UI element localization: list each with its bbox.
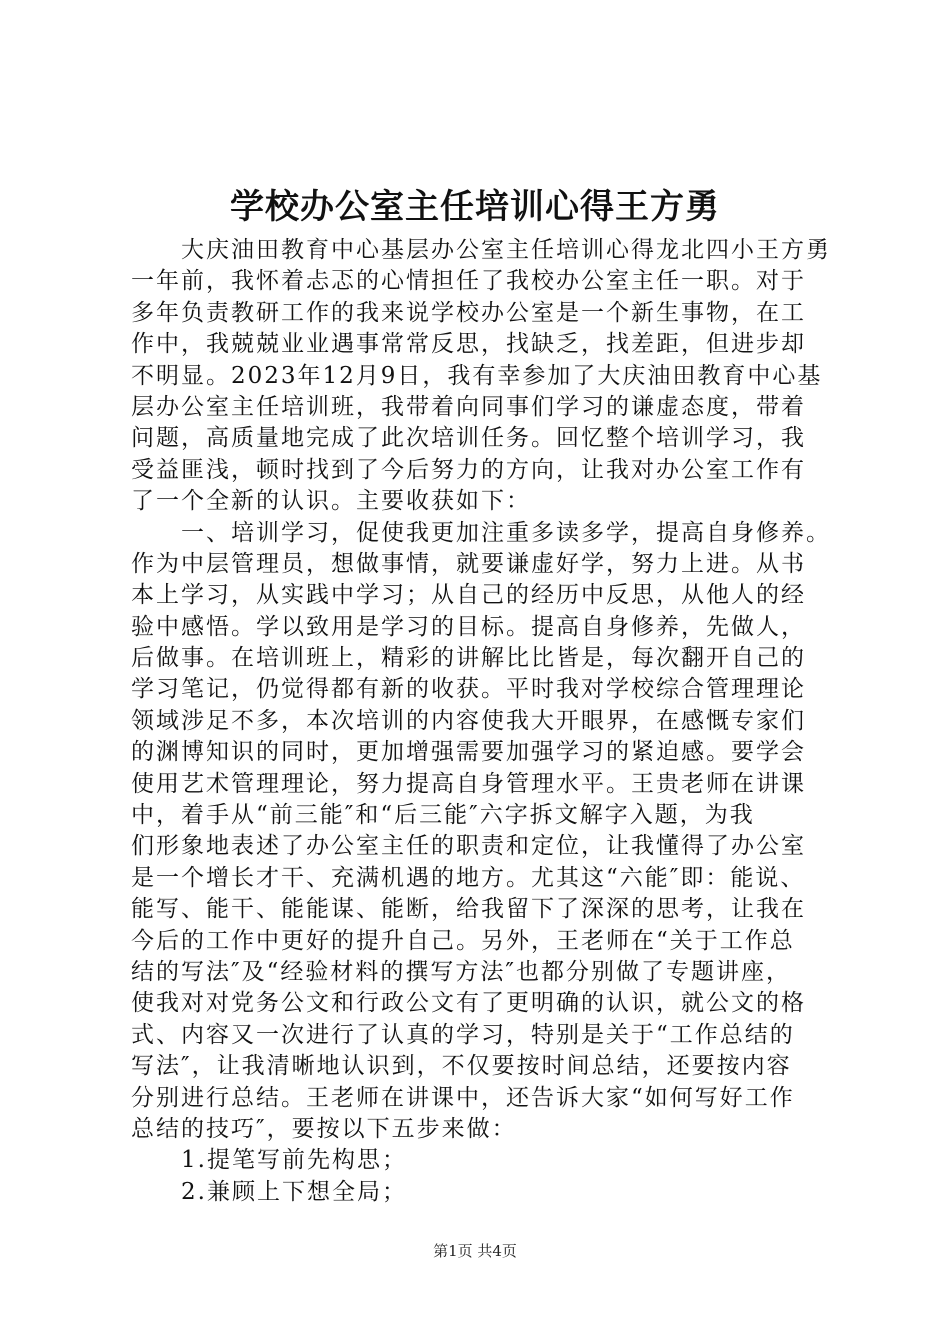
- paragraph-line: 大庆油田教育中心基层办公室主任培训心得龙北四小王方勇: [181, 237, 831, 263]
- paragraph-line: 作中，我兢兢业业遇事常常反思，找缺乏，找差距，但进步却: [131, 331, 806, 358]
- paragraph-line: 作为中层管理员，想做事情，就要谦虚好学，努力上进。从书: [131, 550, 806, 577]
- paragraph-line: 本上学习，从实践中学习；从自己的经历中反思，从他人的经: [131, 582, 806, 609]
- document-title: 学校办公室主任培训心得王方勇: [230, 187, 720, 227]
- paragraph-line: 领域涉足不多，本次培训的内容使我大开眼界，在感慨专家们: [131, 707, 806, 734]
- paragraph-line: 总结的技巧″，要按以下五步来做：: [131, 1115, 517, 1142]
- paragraph-line: 层办公室主任培训班，我带着向同事们学习的谦虚态度，带着: [131, 393, 806, 420]
- paragraph-line: 不明显。2023年12月9日，我有幸参加了大庆油田教育中心基: [131, 362, 823, 389]
- list-item: 2.兼顾上下想全局；: [181, 1178, 407, 1205]
- paragraph-line: 结的写法″及“经验材料的撰写方法″也都分别做了专题讲座，: [131, 958, 791, 985]
- document-body: [131, 235, 841, 1208]
- paragraph-line: 式、内容又一次进行了认真的学习，特别是关于“工作总结的: [131, 1021, 795, 1048]
- page-number-footer: 第1页 共4页: [433, 1242, 517, 1260]
- paragraph-line: 验中感悟。学以致用是学习的目标。提高自身修养，先做人，: [131, 613, 806, 640]
- paragraph-line: 分别进行总结。王老师在讲课中，还告诉大家“如何写好工作: [131, 1084, 795, 1111]
- paragraph-line: 了一个全新的认识。主要收获如下：: [131, 488, 531, 515]
- paragraph-line: 后做事。在培训班上，精彩的讲解比比皆是，每次翻开自己的: [131, 645, 806, 672]
- paragraph-line: 学习笔记，仍觉得都有新的收获。平时我对学校综合管理理论: [131, 676, 806, 703]
- paragraph-line: 多年负责教研工作的我来说学校办公室是一个新生事物，在工: [131, 299, 806, 326]
- paragraph-line: 使用艺术管理理论，努力提高自身管理水平。王贵老师在讲课: [131, 770, 806, 797]
- paragraph-line: 一年前，我怀着忐忑的心情担任了我校办公室主任一职。对于: [131, 268, 806, 295]
- paragraph-line: 受益匪浅，顿时找到了今后努力的方向，让我对办公室工作有: [131, 456, 806, 483]
- paragraph-line: 写法″，让我清晰地认识到，不仅要按时间总结，还要按内容: [131, 1053, 792, 1080]
- paragraph-line: 能写、能干、能能谋、能断，给我留下了深深的思考，让我在: [131, 896, 806, 923]
- list-item: 1.提笔写前先构思；: [181, 1147, 407, 1174]
- paragraph-line: 是一个增长才干、充满机遇的地方。尤其这“六能″即：能说、: [131, 864, 806, 891]
- paragraph-line: 中，着手从“前三能″和“后三能″六字拆文解字入题，为我: [131, 802, 755, 829]
- paragraph-line: 今后的工作中更好的提升自己。另外，王老师在“关于工作总: [131, 927, 795, 954]
- paragraph-line: 们形象地表述了办公室主任的职责和定位，让我懂得了办公室: [131, 833, 806, 860]
- paragraph-line: 一、培训学习，促使我更加注重多读多学，提高自身修养。: [181, 519, 831, 546]
- paragraph-line: 的渊博知识的同时，更加增强需要加强学习的紧迫感。要学会: [131, 739, 806, 766]
- paragraph-line: 使我对对党务公文和行政公文有了更明确的认识，就公文的格: [131, 990, 806, 1017]
- paragraph-line: 问题，高质量地完成了此次培训任务。回忆整个培训学习，我: [131, 425, 806, 452]
